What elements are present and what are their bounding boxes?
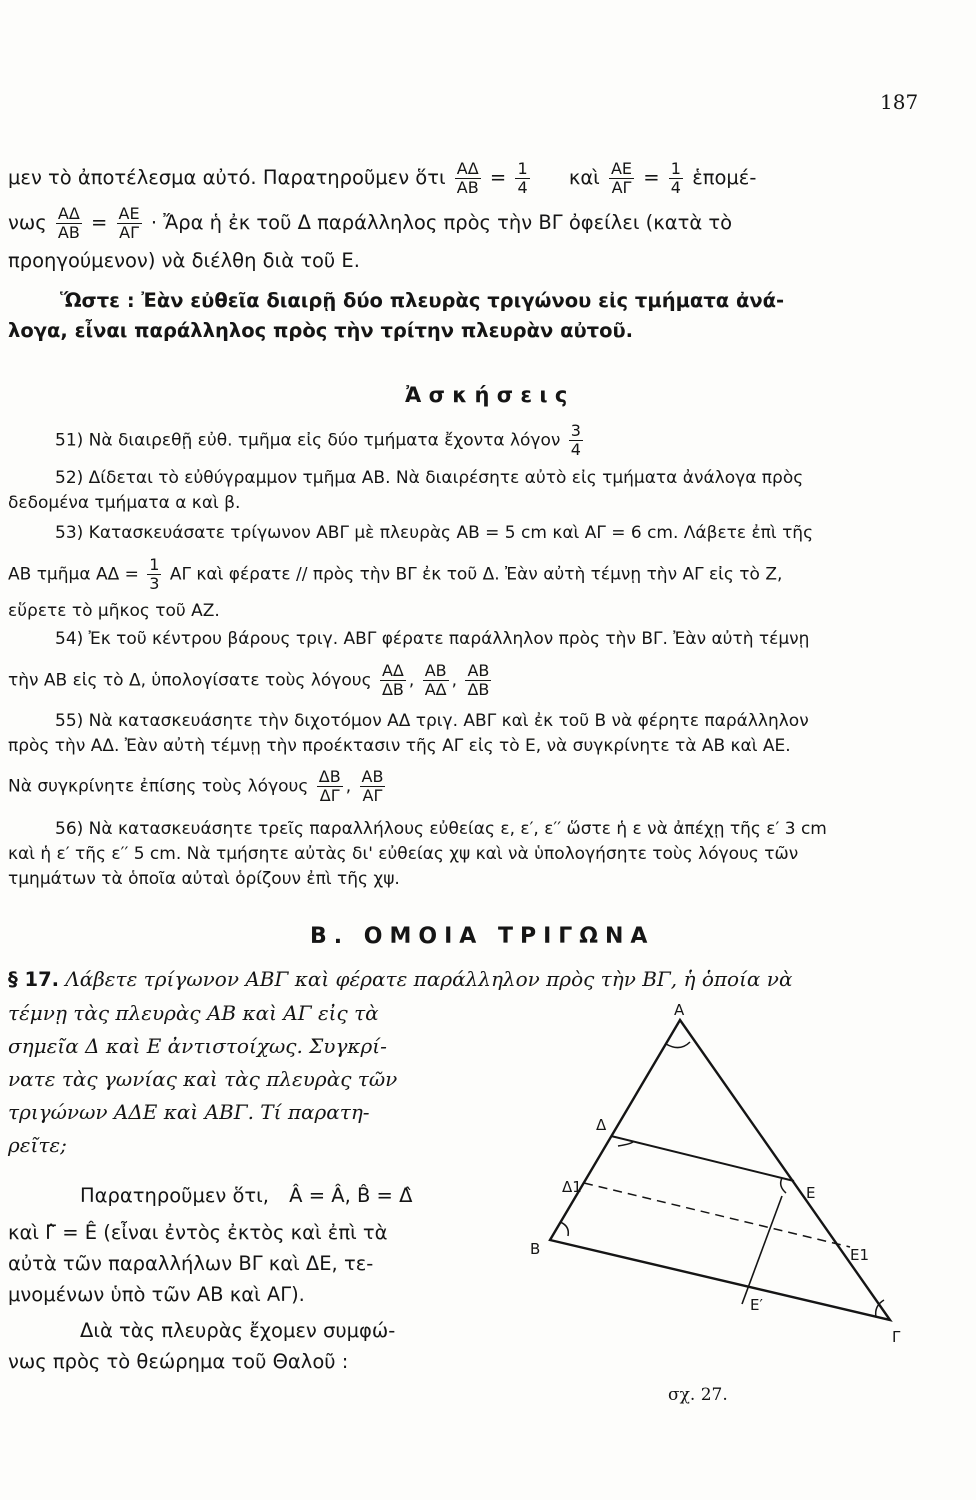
- intro-text: ἑπομέ-: [692, 166, 757, 189]
- exercise-55-line-3: Νὰ συγκρίνητε ἐπίσης τοὺς λόγους $\frac{\Delta B}{\Delta\Gamma}$ , $\frac{AB}{A\Gamma}$: [8, 767, 384, 805]
- theorem-line-1: Ὥστε : Ἐὰν εὐθεῖα διαιρῇ δύο πλευρὰς τριγώνου εἰς τμήματα ἀνά-: [60, 289, 785, 312]
- exercise-text: τὴν ΑΒ εἰς τὸ Δ, ὑπολογίσατε τοὺς λόγους: [8, 670, 372, 691]
- exercise-53-line-1: 53) Κατασκευάσατε τρίγωνον ΑΒΓ μὲ πλευρὰς ΑΒ = 5 cm καὶ ΑΓ = 6 cm. Λάβετε ἐπὶ τῆς: [55, 523, 814, 543]
- equals-sign: =: [643, 166, 660, 189]
- equals-sign: =: [91, 211, 108, 234]
- fraction-ad-db: $\frac{A\Delta}{\Delta B}$: [381, 661, 404, 699]
- section-17-line-5: τριγώνων ΑΔΕ καὶ ΑΒΓ. Τί παρατη-: [8, 1100, 370, 1124]
- angle-equalities: Â = Â, B̂ = Δ̂: [289, 1184, 413, 1207]
- section-text: Λάβετε τρίγωνον ΑΒΓ καὶ φέρατε παράλληλον πρὸς τὴν ΒΓ, ἡ ὁποία νὰ: [65, 967, 793, 991]
- page-number: 187: [880, 90, 919, 114]
- exercise-52-line-1: 52) Δίδεται τὸ εὐθύγραμμον τμῆμα ΑΒ. Νὰ διαιρέσητε αὐτὸ εἰς τμήματα ἀνάλογα πρὸς: [55, 468, 804, 488]
- observation-line-3: αὐτὰ τῶν παραλλήλων ΒΓ καὶ ΔΕ, τε-: [8, 1252, 374, 1275]
- observation-line-6: νως πρὸς τὸ θεώρημα τοῦ Θαλοῦ :: [8, 1350, 349, 1373]
- label-eprime: Ε′: [750, 1296, 763, 1314]
- intro-line-3: προηγούμενον) νὰ διέλθη διὰ τοῦ Ε.: [8, 249, 360, 272]
- fraction-ae-ag: $\frac{AE}{A\Gamma}$: [610, 159, 633, 197]
- fraction-ad-ab: $\frac{A\Delta}{AB}$: [456, 159, 479, 197]
- segment-e-eprime: [742, 1196, 782, 1304]
- figure-27-triangle: [520, 1000, 920, 1400]
- angle-mark-a: [666, 1042, 690, 1048]
- exercise-56-line-1: 56) Νὰ κατασκευάσητε τρεῖς παραλλήλους εὐθείας ε, ε′, ε′′ ὥστε ἡ ε νὰ ἀπέχῃ τῆς ε′ 3 cm: [55, 819, 827, 839]
- exercise-54-line-1: 54) Ἐκ τοῦ κέντρου βάρους τριγ. ΑΒΓ φέρατε παράλληλον πρὸς τὴν ΒΓ. Ἐὰν αὐτὴ τέμνῃ: [55, 629, 810, 649]
- observation-line-4: μνομένων ὑπὸ τῶν ΑΒ καὶ ΑΓ).: [8, 1283, 305, 1306]
- section-heading: Β. ΟΜΟΙΑ ΤΡΙΓΩΝΑ: [310, 924, 655, 949]
- intro-text: μεν τὸ ἀποτέλεσμα αὐτό. Παρατηροῦμεν ὅτι: [8, 166, 446, 189]
- exercise-56-line-3: τμημάτων τὰ ὁποῖα αὐταὶ ὁρίζουν ἐπὶ τῆς χψ.: [8, 869, 400, 889]
- label-a: Α: [674, 1001, 685, 1019]
- fraction-ab-db: $\frac{AB}{\Delta B}$: [467, 661, 490, 699]
- exercise-56-line-2: καὶ ἡ ε′ τῆς ε′′ 5 cm. Νὰ τμήσητε αὐτὰς δι' εὐθείας χψ καὶ νὰ ὑπολογήσητε τοὺς λόγους τῶν: [8, 844, 799, 864]
- exercise-55-line-2: πρὸς τὴν ΑΔ. Ἐὰν αὐτὴ τέμνῃ τὴν προέκτασιν τῆς ΑΓ εἰς τὸ Ε, νὰ συγκρίνητε τὰ ΑΒ καὶ ΑΕ.: [8, 736, 791, 756]
- intro-line-2: [8, 205, 732, 242]
- equals-sign: =: [489, 166, 507, 189]
- exercise-54-line-2: τὴν ΑΒ εἰς τὸ Δ, ὑπολογίσατε τοὺς λόγους $\frac{A\Delta}{\Delta B}$ , $\frac{AB}{A\Delta}$ , $\frac{AB}{\Delta B}$: [8, 661, 490, 699]
- fraction-ad-ab: $\frac{A\Delta}{AB}$: [57, 204, 80, 242]
- section-17-line-6: ρεῖτε;: [8, 1133, 67, 1157]
- label-g: Γ: [892, 1328, 901, 1346]
- fraction-ab-ag: $\frac{AB}{A\Gamma}$: [361, 767, 384, 805]
- fraction-one-quarter: $\frac{1}{4}$: [517, 159, 528, 197]
- label-e: Ε: [806, 1184, 816, 1202]
- label-d1: Δ1: [562, 1178, 582, 1196]
- exercise-text: ΑΓ καὶ φέρατε // πρὸς τὴν ΒΓ ἐκ τοῦ Δ. Ἐὰν αὐτὴ τέμνῃ τὴν ΑΓ εἰς τὸ Ζ,: [169, 564, 783, 585]
- section-17-line-4: νατε τὰς γωνίας καὶ τὰς πλευρὰς τῶν: [8, 1067, 398, 1091]
- section-17-line-1: [8, 966, 792, 993]
- section-17-line-3: σημεῖα Δ καὶ Ε ἀντιστοίχως. Συγκρί-: [8, 1034, 387, 1058]
- label-d: Δ: [596, 1116, 607, 1134]
- fraction-ae-ag: $\frac{AE}{A\Gamma}$: [118, 204, 140, 242]
- observation-text: Παρατηροῦμεν ὅτι,: [80, 1184, 269, 1207]
- fraction-db-dg: $\frac{\Delta B}{\Delta\Gamma}$: [318, 767, 341, 805]
- exercise-53-line-3: εὕρετε τὸ μῆκος τοῦ ΑΖ.: [8, 601, 220, 621]
- triangle-abg: [550, 1020, 890, 1320]
- label-e1: Ε1: [850, 1246, 870, 1264]
- fraction-three-quarters: $\frac{3}{4}$: [570, 421, 581, 459]
- intro-text: νως: [8, 211, 47, 234]
- fraction-one-third: $\frac{1}{3}$: [149, 555, 160, 593]
- fraction-one-quarter: $\frac{1}{4}$: [670, 159, 681, 197]
- section-number: § 17.: [8, 968, 60, 991]
- angle-mark-e: [781, 1178, 786, 1193]
- exercise-53-line-2: [8, 556, 782, 593]
- exercise-52-line-2: δεδομένα τμήματα α καὶ β.: [8, 493, 241, 513]
- label-b: Β: [530, 1240, 541, 1258]
- fraction-ab-ad: $\frac{AB}{A\Delta}$: [424, 661, 447, 699]
- exercise-55-line-1: 55) Νὰ κατασκευάσητε τὴν διχοτόμον ΑΔ τριγ. ΑΒΓ καὶ ἐκ τοῦ Β νὰ φέρητε παράλληλον: [55, 711, 809, 731]
- theorem-line-2: λογα, εἶναι παράλληλος πρὸς τὴν τρίτην πλευρὰν αὐτοῦ.: [8, 319, 634, 342]
- exercise-text: ΑΒ τμῆμα ΑΔ =: [8, 564, 139, 585]
- exercise-text: 51) Νὰ διαιρεθῇ εὐθ. τμῆμα εἰς δύο τμήματα ἔχοντα λόγον: [55, 430, 561, 451]
- exercises-title: Ἀ σ κ ή σ ε ι ς: [405, 383, 568, 407]
- kai-word: καὶ: [568, 166, 600, 189]
- exercise-text: Νὰ συγκρίνητε ἐπίσης τοὺς λόγους: [8, 776, 309, 797]
- intro-line-1: [8, 160, 756, 197]
- observation-line-2: καὶ Γ̂ = Ê (εἶναι ἐντὸς ἐκτὸς καὶ ἐπὶ τὰ: [8, 1221, 388, 1244]
- observation-line-1: [80, 1183, 412, 1209]
- section-17-line-2: τέμνῃ τὰς πλευρὰς ΑΒ καὶ ΑΓ εἰς τὰ: [8, 1001, 379, 1025]
- angle-mark-b: [560, 1222, 568, 1236]
- figure-caption: σχ. 27.: [668, 1385, 728, 1405]
- exercise-51: [55, 422, 586, 459]
- intro-text: · Ἄρα ἡ ἐκ τοῦ Δ παράλληλος πρὸς τὴν ΒΓ ὀφείλει (κατὰ τὸ: [150, 211, 733, 234]
- observation-line-5: Διὰ τὰς πλευρὰς ἔχομεν συμφώ-: [80, 1319, 396, 1342]
